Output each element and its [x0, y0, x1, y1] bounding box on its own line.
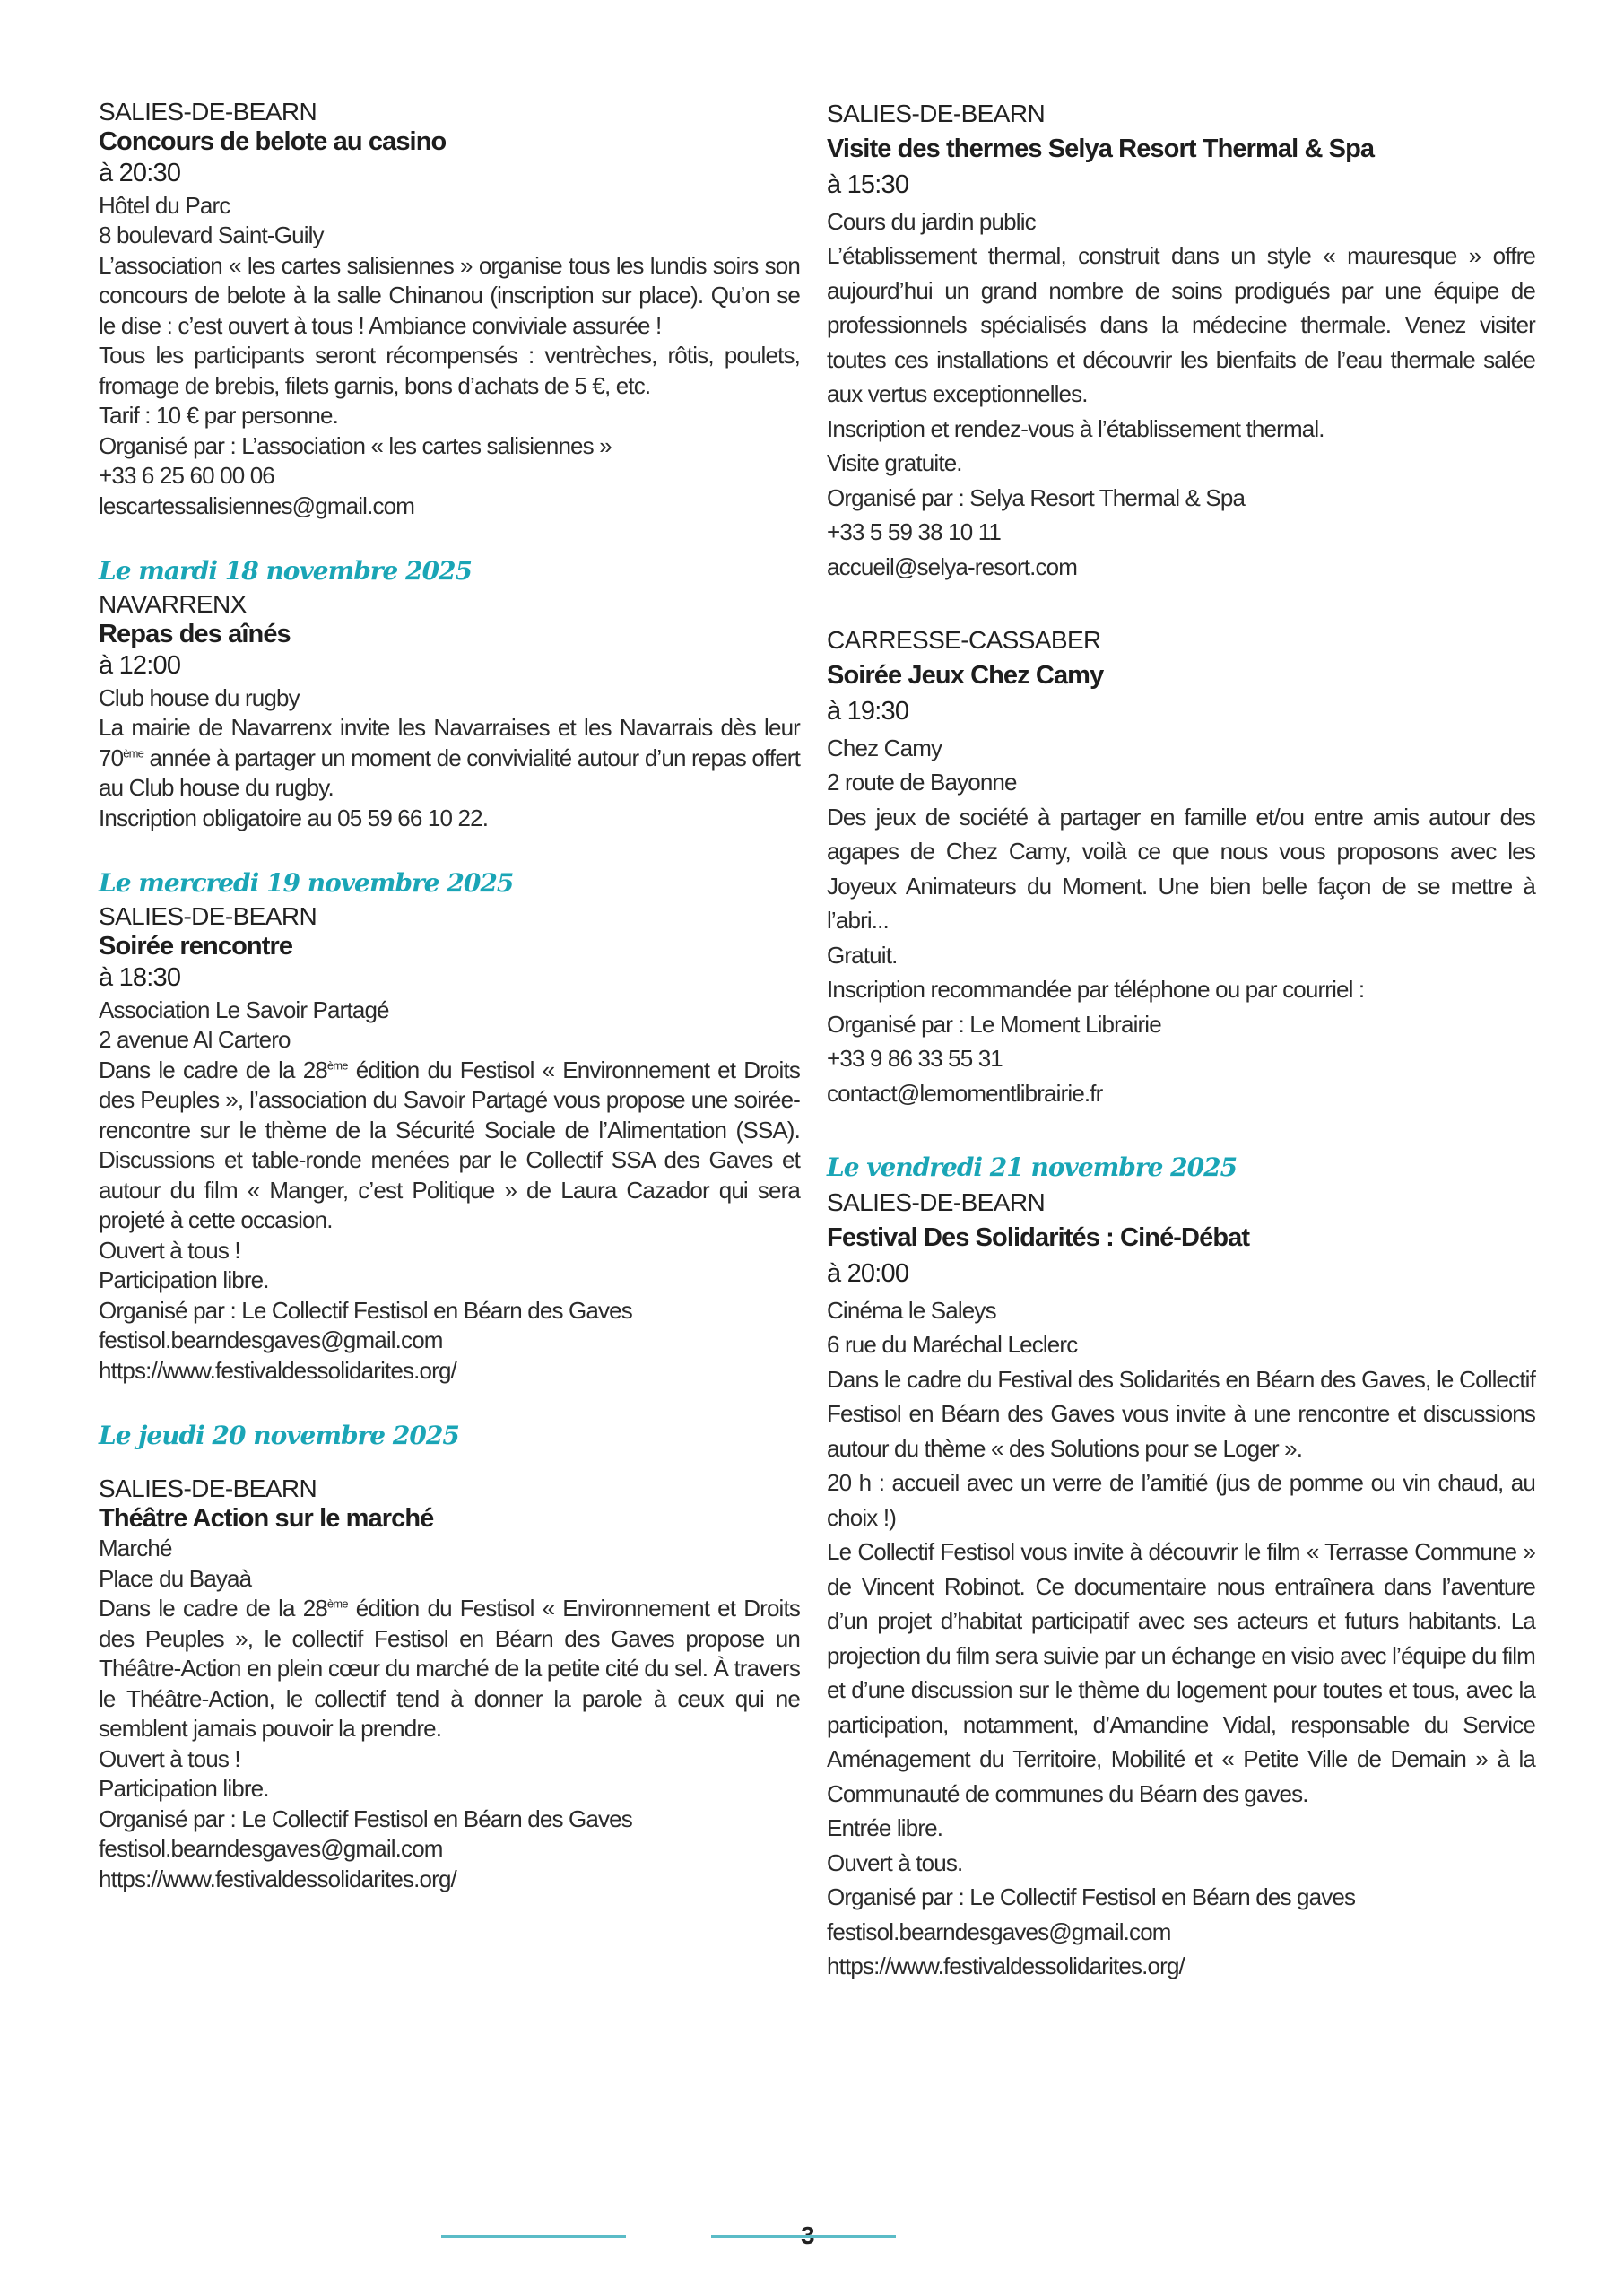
- event-city: SALIES-DE-BEARN: [99, 1474, 317, 1502]
- event-address: Place du Bayaà: [99, 1564, 252, 1592]
- event-welcome: 20 h : accueil avec un verre de l’amitié (jus de pomme ou vin chaud, au choix !): [827, 1469, 1535, 1531]
- event-email[interactable]: contact@lemomentlibrairie.fr: [827, 1079, 1103, 1107]
- event-organizer: Organisé par : Le Collectif Festisol en Béarn des Gaves: [99, 1805, 632, 1832]
- event-organizer: Organisé par : Selya Resort Thermal & Spa: [827, 483, 1246, 511]
- event-email[interactable]: festisol.bearndesgaves@gmail.com: [99, 1835, 443, 1862]
- event-venue: Marché: [99, 1535, 172, 1561]
- event-registration: Inscription et rendez-vous à l’établissement thermal.: [827, 414, 1324, 442]
- event-venue: Cours du jardin public: [827, 207, 1036, 235]
- date-heading: Le mercredi 19 novembre 2025: [99, 868, 514, 898]
- event-registration: Inscription obligatoire au 05 59 66 10 22.: [99, 804, 489, 831]
- footer-divider-left: [441, 2235, 626, 2238]
- event-time: à 12:00: [99, 651, 181, 680]
- event-address: 2 route de Bayonne: [827, 769, 1017, 796]
- event-title: Théâtre Action sur le marché: [99, 1503, 434, 1533]
- event-open: Ouvert à tous.: [827, 1848, 963, 1876]
- event-visite-thermes: [827, 97, 1535, 584]
- event-title: Concours de belote au casino: [99, 126, 447, 156]
- event-city: SALIES-DE-BEARN: [99, 902, 317, 930]
- event-time: à 18:30: [99, 963, 181, 992]
- event-price: Gratuit.: [827, 941, 898, 969]
- event-email[interactable]: festisol.bearndesgaves@gmail.com: [99, 1326, 443, 1353]
- event-price: Tarif : 10 € par personne.: [99, 402, 338, 429]
- event-soiree-rencontre: [99, 901, 800, 1386]
- event-website[interactable]: https://www.festivaldessolidarites.org/: [827, 1952, 1185, 1979]
- event-venue: Association Le Savoir Partagé: [99, 996, 389, 1023]
- event-email[interactable]: festisol.bearndesgaves@gmail.com: [827, 1918, 1171, 1945]
- left-column: [99, 97, 800, 1894]
- event-city: CARRESSE-CASSABER: [827, 626, 1101, 654]
- event-price: Visite gratuite.: [827, 449, 962, 476]
- event-phone[interactable]: +33 9 86 33 55 31: [827, 1045, 1003, 1072]
- event-title: Festival Des Solidarités : Ciné-Débat: [827, 1222, 1250, 1252]
- event-time: à 20:30: [99, 159, 181, 187]
- event-registration: Inscription recommandée par téléphone ou par courriel :: [827, 976, 1365, 1003]
- event-description: Des jeux de société à partager en famille et/ou entre amis autour des agapes de Chez Camy, voilà ce que nous vous proposons avec les Joyeux Animateurs du Moment. Une bien belle façon de se mettre à l’abri...: [827, 803, 1535, 934]
- event-cine-debat: [827, 1186, 1535, 1984]
- event-film: Le Collectif Festisol vous invite à découvrir le film « Terrasse Commune » de Vincent Robinot. Ce documentaire nous entraînera dans l’aventure d’un projet d’habitat participatif avec ses acteurs et futurs habitants. La projection du film sera suivie par un échange en visio avec l’équipe du film et d’une discussion sur le thème du logement pour toutes et tous, avec la participation, notamment, d’Amandine Vidal, responsable du Service Aménagement du Territoire, Mobilité et « Petite Ville de Demain » à la Communauté de communes du Béarn des gaves.: [827, 1538, 1535, 1807]
- event-phone[interactable]: +33 6 25 60 00 06: [99, 462, 274, 489]
- event-belote: [99, 97, 800, 521]
- event-description: Dans le cadre de la 28ème édition du Festisol « Environnement et Droits des Peuples », l’association du Savoir Partagé vous propose une soirée-rencontre sur le thème de la Sécurité Sociale de l’Alimentation (SSA). Discussions et table-ronde menées par le Collectif SSA des Gaves et autour du film « Manger, c’est Politique » de Laura Cazador qui sera projeté à cette occasion.: [99, 1056, 800, 1233]
- event-title: Soirée rencontre: [99, 931, 293, 961]
- event-description: La mairie de Navarrenx invite les Navarraises et les Navarrais dès leur 70ème année à partager un moment de convivialité autour d’un repas offert au Club house du rugby.: [99, 714, 800, 801]
- event-prizes: Tous les participants seront récompensés : ventrèches, rôtis, poulets, fromage de brebis, filets garnis, bons d’achats de 5 €, etc.: [99, 342, 800, 399]
- footer-divider-right: [711, 2235, 896, 2238]
- date-heading: Le vendredi 21 novembre 2025: [827, 1152, 1238, 1182]
- event-organizer: Organisé par : Le Collectif Festisol en Béarn des gaves: [827, 1883, 1356, 1910]
- event-open: Ouvert à tous !: [99, 1236, 240, 1264]
- event-title: Visite des thermes Selya Resort Thermal & Spa: [827, 134, 1375, 163]
- event-participation: Participation libre.: [99, 1775, 269, 1802]
- event-city: SALIES-DE-BEARN: [827, 100, 1046, 127]
- event-address: 8 boulevard Saint-Guily: [99, 222, 324, 248]
- event-entry: Entrée libre.: [827, 1814, 943, 1841]
- event-title: Repas des aînés: [99, 619, 291, 648]
- date-heading: Le jeudi 20 novembre 2025: [99, 1421, 459, 1450]
- event-theatre-action: [99, 1474, 800, 1894]
- event-title: Soirée Jeux Chez Camy: [827, 660, 1104, 690]
- event-repas-aines: [99, 589, 800, 833]
- event-venue: Hôtel du Parc: [99, 191, 230, 219]
- event-email[interactable]: lescartessalisiennes@gmail.com: [99, 491, 415, 519]
- event-soiree-jeux: [827, 623, 1535, 1110]
- event-time: à 15:30: [827, 170, 909, 199]
- event-phone[interactable]: +33 5 59 38 10 11: [827, 518, 1001, 545]
- event-address: 2 avenue Al Cartero: [99, 1026, 291, 1053]
- event-venue: Club house du rugby: [99, 683, 300, 711]
- event-city: SALIES-DE-BEARN: [99, 98, 317, 126]
- event-time: à 20:00: [827, 1259, 909, 1288]
- event-organizer: Organisé par : L’association « les cartes salisiennes »: [99, 431, 612, 459]
- event-city: NAVARRENX: [99, 590, 247, 618]
- event-description: Dans le cadre du Festival des Solidarités en Béarn des Gaves, le Collectif Festisol en Béarn des Gaves vous invite à une rencontre et discussions autour du thème « des Solutions pour se Loger ».: [827, 1365, 1535, 1462]
- event-website[interactable]: https://www.festivaldessolidarites.org/: [99, 1865, 456, 1892]
- date-heading: Le mardi 18 novembre 2025: [99, 556, 473, 586]
- event-email[interactable]: accueil@selya-resort.com: [827, 552, 1078, 580]
- right-column: [827, 97, 1535, 1984]
- event-description: L’établissement thermal, construit dans un style « mauresque » offre aujourd’hui un grand nombre de soins prodigués par une équipe de professionnels spécialisés dans la médecine thermale. Venez visiter toutes ces installations et découvrir les bienfaits de l’eau thermale salée aux vertus exceptionnelles.: [827, 242, 1535, 407]
- event-organizer: Organisé par : Le Moment Librairie: [827, 1010, 1161, 1038]
- event-description: Dans le cadre de la 28ème édition du Festisol « Environnement et Droits des Peuples », le collectif Festisol en Béarn des Gaves propose un Théâtre-Action en plein cœur du marché de la petite cité du sel. À travers le Théâtre-Action, le collectif tend à donner la parole à ceux qui ne semblent jamais pouvoir la prendre.: [99, 1595, 800, 1742]
- event-address: 6 rue du Maréchal Leclerc: [827, 1331, 1078, 1358]
- event-open: Ouvert à tous !: [99, 1744, 240, 1772]
- event-time: à 19:30: [827, 697, 909, 726]
- event-venue: Cinéma le Saleys: [827, 1296, 996, 1324]
- event-participation: Participation libre.: [99, 1266, 269, 1293]
- event-website[interactable]: https://www.festivaldessolidarites.org/: [99, 1356, 456, 1384]
- event-organizer: Organisé par : Le Collectif Festisol en Béarn des Gaves: [99, 1296, 632, 1324]
- event-city: SALIES-DE-BEARN: [827, 1188, 1046, 1216]
- event-venue: Chez Camy: [827, 734, 942, 761]
- event-description: L’association « les cartes salisiennes » organise tous les lundis soirs son concours de belote à la salle Chinanou (inscription sur place). Qu’on se le dise : c’est ouvert à tous ! Ambiance conviviale assurée !: [99, 251, 800, 339]
